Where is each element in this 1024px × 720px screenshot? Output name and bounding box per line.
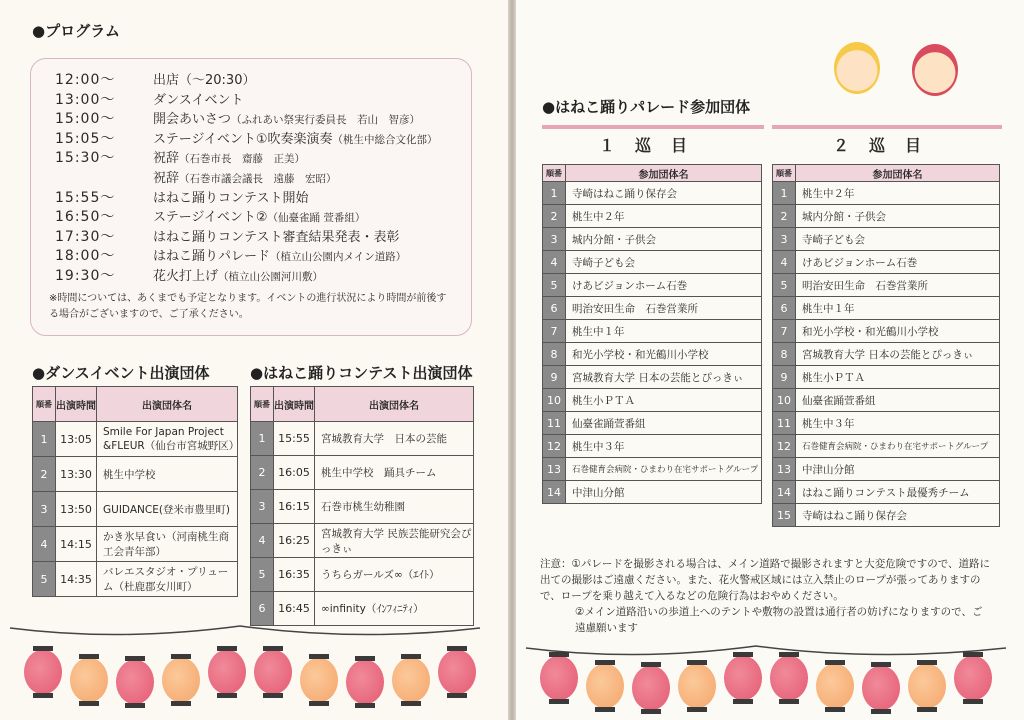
program-sub: （石巻市長 齋藤 正美） [179,153,306,166]
row-name: 明治安田生命 石巻営業所 [796,274,1000,297]
program-row [55,226,399,246]
caution-1: 注意：①パレードを撮影される場合は、メイン道路で撮影されますと大変危険ですので、道路に出ての撮影はご遠慮ください。また、花火警戒区域には立入禁止のロープが張ってありますので、ロープを乗り越えて入るなどの危険行為はおやめください。 [540,558,990,602]
row-number: 12 [773,435,796,458]
program-row [55,187,308,207]
row-name: けあビジョンホーム石巻 [566,274,762,297]
row-name: 宮城教育大学 日本の芸能とぴっきぃ [796,343,1000,366]
row-name: はねこ踊りコンテスト最優秀チーム [796,481,1000,504]
lantern [24,650,62,694]
row-time: 16:15 [274,490,315,524]
row-number: 14 [773,481,796,504]
row-name: 石巻健育会病院・ひまわり在宅サポートグループ [566,458,762,481]
row-time: 13:05 [56,422,97,457]
row-number: 2 [251,456,274,490]
table-row [251,558,474,592]
row-name: 中津山分館 [566,481,762,504]
program-row [55,128,438,148]
row-name: 桃生中１年 [566,320,762,343]
col-name: 参加団体名 [796,165,1000,182]
table-row [543,366,762,389]
program-sub: （植立山公園河川敷） [218,271,324,283]
row-number: 3 [773,228,796,251]
table-row [773,458,1000,481]
col-num: 順番 [251,387,274,422]
row-name: うちらガールズ∞（ｴｲﾄ） [315,558,474,592]
row-name: 桃生中３年 [796,412,1000,435]
row-number: 15 [773,504,796,527]
row-number: 9 [773,366,796,389]
row-name: 寺崎はねこ踊り保存会 [796,504,1000,527]
program-event: 祝辞 [153,171,180,186]
lantern [586,664,624,708]
table-row [543,435,762,458]
row-name: 寺崎子ども会 [566,251,762,274]
row-number: 11 [773,412,796,435]
lantern [116,660,154,704]
program-time: 15:00〜 [55,111,116,128]
program-heading: ●プログラム [32,22,120,40]
contest-table [250,386,474,626]
table-row [543,297,762,320]
row-name: 城内分館・子供会 [796,205,1000,228]
row-name: 桃生中学校 [97,457,238,492]
row-number: 1 [33,422,56,457]
col-name: 出演団体名 [315,387,474,422]
program-event: 出店（〜20:30） [153,73,256,88]
program-sub: （桃生中総合文化部） [332,133,438,146]
row-name: けあビジョンホーム石巻 [796,251,1000,274]
table-row [773,274,1000,297]
table-row [251,456,474,490]
row-time: 15:55 [274,422,315,456]
lantern [208,650,246,694]
table-row [251,422,474,456]
row-name: 寺崎はねこ踊り保存会 [566,182,762,205]
table-row [543,205,762,228]
round2-heading: ２巡目 [772,125,1002,163]
row-time: 13:30 [56,457,97,492]
row-time: 16:45 [274,592,315,626]
row-number: 14 [543,481,566,504]
row-time: 14:15 [56,527,97,562]
row-number: 4 [773,251,796,274]
row-time: 16:25 [274,524,315,558]
lantern [300,658,338,702]
lanterns-left [0,620,508,720]
row-number: 2 [33,457,56,492]
program-time: 17:30〜 [55,228,116,245]
row-number: 13 [543,458,566,481]
lantern [254,650,292,694]
row-name: 桃生中２年 [796,182,1000,205]
table-row [33,562,238,597]
lantern [816,664,854,708]
lantern [678,664,716,708]
table-row [773,366,1000,389]
program-time: 16:50〜 [55,209,116,226]
program-event: はねこ踊りコンテスト審査結果発表・表彰 [153,229,400,245]
program-time: 18:00〜 [55,248,116,265]
row-number: 11 [543,412,566,435]
row-name: 桃生小ＰＴＡ [796,366,1000,389]
program-time: 12:00〜 [55,72,116,88]
row-name: 石巻健育会病院・ひまわり在宅サポートグループ [796,435,1000,458]
row-number: 9 [543,366,566,389]
program-sub: （仙臺雀踊 萱番組） [267,212,366,225]
lantern [70,658,108,702]
row-time: 13:50 [56,492,97,527]
program-event: ダンスイベント [153,92,244,108]
table-row [543,412,762,435]
row-name: 桃生中学校 踊具チーム [315,456,474,490]
table-row [543,274,762,297]
lantern [724,656,762,700]
row-name: バレエスタジオ・プリューム（杜鹿郡女川町） [97,562,238,597]
table-row [773,343,1000,366]
row-name: 桃生小ＰＴＡ [566,389,762,412]
col-name: 出演団体名 [97,387,238,422]
program-row [55,89,243,109]
row-number: 12 [543,435,566,458]
row-number: 6 [251,592,274,626]
row-number: 6 [543,297,566,320]
table-row [773,251,1000,274]
row-name: 和光小学校・和光鶴川小学校 [796,320,1000,343]
contest-heading: ●はねこ踊りコンテスト出演団体 [250,364,473,382]
program-row [55,167,337,186]
lantern [908,664,946,708]
program-time: 15:55〜 [55,189,116,206]
lantern [862,666,900,710]
row-name: 和光小学校・和光鶴川小学校 [566,343,762,366]
program-event: ステージイベント①吹奏楽演奏 [153,131,333,147]
row-name: 宮城教育大学 日本の芸能とぴっきぃ [566,366,762,389]
table-row [773,481,1000,504]
caution-2: ②メイン道路沿いの歩道上へのテントや敷物の設置は通行者の妨げになりますので、ご遠慮願います [575,606,983,634]
round2-table [772,164,1000,527]
program-row [55,108,420,128]
row-number: 3 [251,490,274,524]
round1-heading: １巡目 [542,125,764,163]
lantern [346,660,384,704]
lantern [954,656,992,700]
row-name: 中津山分館 [796,458,1000,481]
col-num: 順番 [33,387,56,422]
row-number: 13 [773,458,796,481]
table-row [251,490,474,524]
row-number: 8 [543,343,566,366]
round1-table [542,164,762,504]
parade-caution [540,556,990,636]
row-number: 6 [773,297,796,320]
program-row [55,265,323,285]
row-name: 宮城教育大学 日本の芸能 [315,422,474,456]
lantern [392,658,430,702]
table-row [773,228,1000,251]
table-row [543,458,762,481]
row-name: 明治安田生命 石巻営業所 [566,297,762,320]
table-row [33,492,238,527]
program-time: 15:30〜 [55,150,116,167]
row-time: 16:05 [274,456,315,490]
mascot-boy-icon [834,42,880,94]
lantern [540,656,578,700]
row-name: GUIDANCE(登米市豊里町) [97,492,238,527]
row-name: 寺崎子ども会 [796,228,1000,251]
table-row [33,422,238,457]
row-number: 10 [773,389,796,412]
row-name: Smile For Japan Project &FLEUR（仙台市宮城野区） [97,422,238,457]
lantern [438,650,476,694]
row-name: 桃生中３年 [566,435,762,458]
col-num: 順番 [773,165,796,182]
row-number: 10 [543,389,566,412]
row-number: 1 [773,182,796,205]
table-row [773,412,1000,435]
row-number: 1 [251,422,274,456]
row-number: 4 [543,251,566,274]
table-row [773,435,1000,458]
col-num: 順番 [543,165,566,182]
program-event: はねこ踊りパレード [153,249,271,265]
table-row [543,320,762,343]
program-event: ステージイベント② [153,210,268,226]
program-event: 開会あいさつ [153,112,232,128]
row-name: 桃生中２年 [566,205,762,228]
row-name: 仙臺雀踊萱番組 [796,389,1000,412]
mascot-girl-icon [912,44,958,96]
col-time: 出演時間 [56,387,97,422]
table-row [773,389,1000,412]
table-row [543,228,762,251]
program-event: はねこ踊りコンテスト開始 [153,190,309,206]
dance-table [32,386,238,597]
program-row [55,69,255,89]
program-time: 13:00〜 [55,91,116,108]
book-gutter [508,0,516,720]
col-time: 出演時間 [274,387,315,422]
program-event: 花火打上げ [153,269,219,284]
table-row [773,205,1000,228]
row-number: 5 [543,274,566,297]
table-row [543,389,762,412]
table-row [773,182,1000,205]
program-row [55,147,305,167]
row-number: 2 [773,205,796,228]
program-time: 19:30〜 [55,268,116,284]
table-row [33,527,238,562]
program-row [55,245,406,265]
row-number: 5 [33,562,56,597]
row-name: かき氷早食い（河南桃生商工会青年部） [97,527,238,562]
program-event: 祝辞 [153,151,180,167]
table-row [543,481,762,504]
row-number: 2 [543,205,566,228]
lantern [162,658,200,702]
program-note: ※時間については、あくまでも予定となります。イベントの進行状況により時間が前後する場合がございますので、ご了承ください。 [49,293,447,320]
program-sub: （ふれあい祭実行委員長 若山 智彦） [231,114,421,127]
row-name: 宮城教育大学 民族芸能研究会ぴっきぃ [315,524,474,558]
row-name: 石巻市桃生幼稚園 [315,490,474,524]
row-name: 城内分館・子供会 [566,228,762,251]
table-row [251,524,474,558]
lanterns-right [516,630,1024,720]
dance-heading: ●ダンスイベント出演団体 [32,364,210,382]
row-number: 4 [33,527,56,562]
row-number: 3 [33,492,56,527]
table-row [773,320,1000,343]
lantern [632,666,670,710]
row-name: ∞infinity（ｲﾝﾌｨﾆﾃｨ） [315,592,474,626]
table-row [543,182,762,205]
row-number: 5 [251,558,274,592]
row-number: 5 [773,274,796,297]
program-box [30,58,472,336]
program-sub: （植立山公園内メイン道路） [270,251,407,264]
row-name: 仙臺雀踊萱番組 [566,412,762,435]
row-number: 1 [543,182,566,205]
row-name: 桃生中１年 [796,297,1000,320]
row-number: 3 [543,228,566,251]
row-time: 16:35 [274,558,315,592]
program-row [55,206,365,226]
table-row [773,504,1000,527]
row-number: 4 [251,524,274,558]
program-time: 15:05〜 [55,130,116,147]
row-time: 14:35 [56,562,97,597]
table-row [773,297,1000,320]
row-number: 7 [543,320,566,343]
table-row [33,457,238,492]
lantern [770,656,808,700]
right-page [516,0,1024,720]
table-row [543,251,762,274]
col-name: 参加団体名 [566,165,762,182]
row-number: 7 [773,320,796,343]
parade-heading: ●はねこ踊りパレード参加団体 [542,98,751,116]
row-number: 8 [773,343,796,366]
table-row [543,343,762,366]
left-page [0,0,508,720]
program-sub: （石巻市議会議長 遠藤 宏昭） [179,173,337,185]
